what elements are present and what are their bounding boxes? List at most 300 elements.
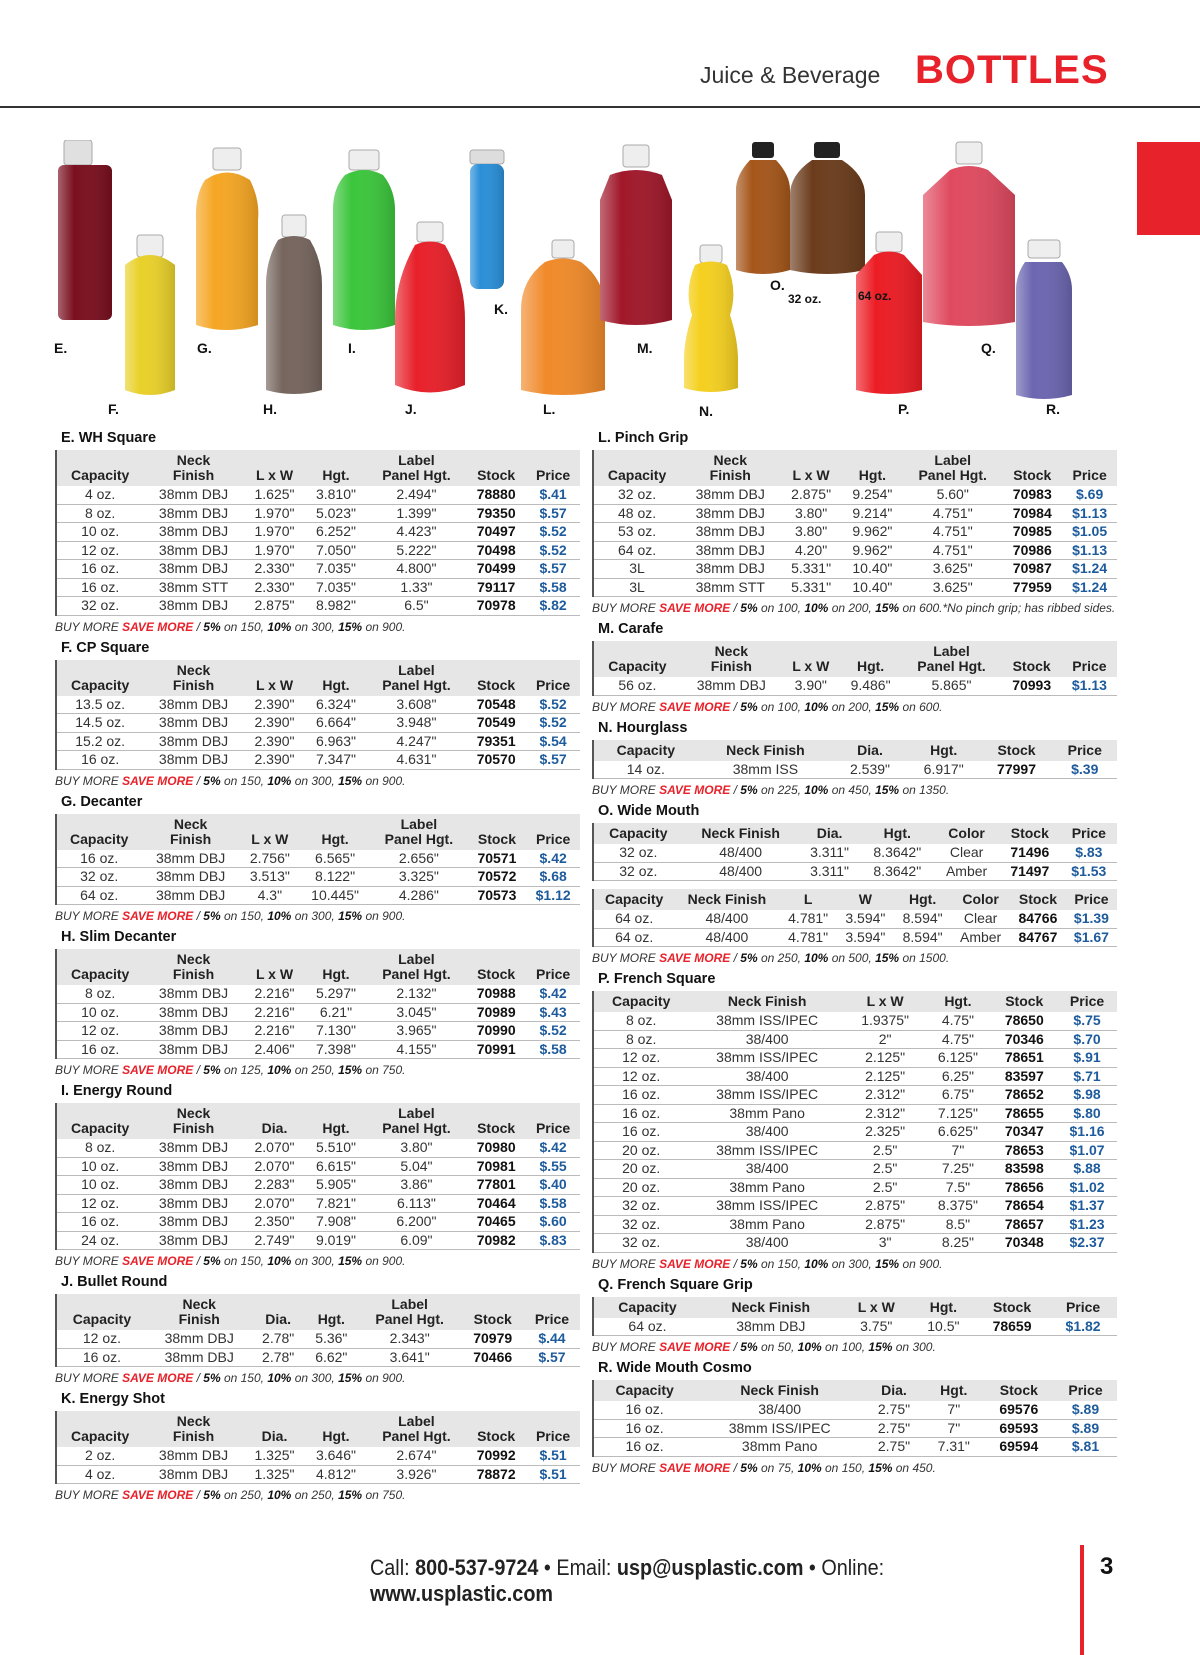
header-cell: [466, 1103, 526, 1121]
table-row[interactable]: [56, 541, 580, 560]
header-cell: Dia.: [244, 1121, 305, 1139]
table-row[interactable]: [56, 886, 580, 905]
table-cell: 12 oz.: [56, 541, 143, 560]
header-cell: Color: [934, 823, 999, 844]
section-m: [592, 621, 1117, 714]
table-cell: 56 oz.: [593, 677, 681, 695]
product-table: [55, 1294, 580, 1367]
page-title: BOTTLES: [915, 48, 1109, 92]
table-cell: 38mm DBJ: [141, 868, 239, 887]
header-cell: Neck Finish: [695, 1380, 864, 1401]
header-cell: [56, 1294, 147, 1312]
header-cell: [901, 659, 1001, 677]
table-cell: 2 oz.: [56, 1447, 143, 1465]
table-cell: 8.5": [924, 1215, 991, 1234]
header-cell: Price: [1061, 823, 1117, 844]
header-cell: Price: [1054, 1380, 1117, 1401]
label-e: E.: [54, 340, 68, 356]
price-cell: $.89: [1054, 1419, 1117, 1438]
header-cell: Dia.: [244, 1429, 305, 1447]
table-cell: 8 oz.: [593, 1012, 688, 1030]
table-cell: 15.2 oz.: [56, 732, 143, 751]
header-cell: [147, 1312, 252, 1330]
buy-more-note: BUY MORE SAVE MORE / 5% on 50, 10% on 100, 15% on 300.: [592, 1340, 936, 1354]
table-cell: 3.965": [367, 1022, 466, 1041]
table-cell: 2.343": [358, 1330, 462, 1348]
table-row[interactable]: [56, 1157, 580, 1176]
price-cell: $.55: [526, 1157, 580, 1176]
header-part: Label: [398, 1105, 435, 1121]
header-cell: Stock: [992, 991, 1058, 1012]
header-cell: L: [780, 889, 837, 910]
product-table: [592, 823, 1117, 881]
table-row[interactable]: [56, 1348, 580, 1367]
table-cell: 16 oz.: [56, 1040, 143, 1059]
table-cell: 48 oz.: [593, 504, 680, 523]
stock-cell: 70991: [466, 1040, 526, 1059]
table-cell: 6.252": [305, 523, 366, 542]
table-cell: 38mm DBJ: [701, 1318, 841, 1336]
label-o: O.: [770, 277, 785, 293]
header-cell: Hgt.: [300, 832, 370, 850]
table-cell: 38mm DBJ: [680, 560, 780, 579]
stock-cell: 84767: [1010, 928, 1066, 947]
table-cell: 2.312": [846, 1104, 925, 1123]
header-cell: [780, 450, 841, 468]
table-cell: 20 oz.: [593, 1160, 688, 1179]
price-cell: $.52: [526, 696, 580, 714]
table-cell: 32 oz.: [56, 868, 141, 887]
price-cell: $.52: [526, 1022, 580, 1041]
header-cell: Hgt.: [912, 1297, 975, 1318]
table-row[interactable]: [56, 868, 580, 887]
header-cell: Price: [1057, 991, 1117, 1012]
header-cell: [526, 1411, 580, 1429]
table-cell: 38mm STT: [680, 578, 780, 597]
stock-cell: 78657: [992, 1215, 1058, 1234]
price-cell: $1.12: [526, 886, 580, 905]
price-cell: $1.13: [1062, 541, 1117, 560]
table-row[interactable]: [593, 1419, 1117, 1438]
table-row[interactable]: [56, 523, 580, 542]
header-cell: [526, 814, 580, 832]
price-cell: $2.37: [1057, 1234, 1117, 1253]
table-row[interactable]: [593, 523, 1117, 542]
header-cell: Stock: [981, 740, 1053, 761]
table-row[interactable]: [56, 985, 580, 1003]
stock-cell: 78650: [992, 1012, 1058, 1030]
table-row[interactable]: [56, 751, 580, 770]
table-cell: 3": [846, 1234, 925, 1253]
table-row[interactable]: [593, 928, 1117, 947]
table-row[interactable]: [593, 862, 1117, 881]
table-cell: 38mm DBJ: [143, 1022, 243, 1041]
table-cell: 6.917": [907, 761, 981, 779]
left-column: [55, 430, 580, 1508]
table-cell: 10 oz.: [56, 1176, 143, 1195]
table-cell: 5.331": [780, 578, 841, 597]
table-cell: 16 oz.: [56, 751, 143, 770]
table-cell: 38mm ISS/IPEC: [688, 1197, 845, 1216]
table-cell: 3.86": [367, 1176, 466, 1195]
section-title: K. Energy Shot: [61, 1391, 165, 1407]
table-row[interactable]: [56, 1003, 580, 1022]
email-link[interactable]: usp@usplastic.com: [616, 1555, 804, 1580]
table-cell: 38mm DBJ: [680, 523, 780, 542]
table-cell: 38mm DBJ: [141, 850, 239, 868]
table-cell: 8.3642": [860, 844, 934, 862]
table-row[interactable]: [593, 844, 1117, 862]
table-cell: 7.035": [305, 578, 366, 597]
table-cell: 1.399": [367, 504, 466, 523]
table-cell: 2.75": [864, 1401, 924, 1419]
table-cell: 3.80": [367, 1139, 466, 1157]
table-cell: 38mm DBJ: [143, 696, 243, 714]
table-row[interactable]: [593, 1438, 1117, 1457]
section-title: J. Bullet Round: [61, 1274, 168, 1290]
header-cell: Stock: [1002, 468, 1062, 486]
phone-link[interactable]: 800-537-9724: [415, 1555, 539, 1580]
header-cell: Color: [951, 889, 1010, 910]
header-cell: Neck Finish: [688, 991, 845, 1012]
table-row[interactable]: [56, 1465, 580, 1484]
price-cell: $.58: [526, 1194, 580, 1213]
header-cell: Hgt.: [842, 468, 903, 486]
price-cell: $.58: [526, 578, 580, 597]
stock-cell: 70984: [1002, 504, 1062, 523]
header-cell: L x W: [782, 659, 840, 677]
header-cell: [680, 468, 780, 486]
table-row[interactable]: [56, 1022, 580, 1041]
label-p: P.: [898, 401, 910, 417]
price-cell: $1.37: [1057, 1197, 1117, 1216]
stock-cell: 69594: [984, 1438, 1054, 1457]
table-cell: 6.62": [305, 1348, 358, 1367]
label-f: F.: [108, 401, 119, 417]
header-part: Neck: [182, 1296, 216, 1312]
header-cell: [252, 1294, 305, 1312]
table-cell: 12 oz.: [593, 1067, 688, 1086]
table-row[interactable]: [56, 1176, 580, 1195]
stock-cell: 70347: [992, 1123, 1058, 1142]
header-cell: [244, 660, 305, 678]
price-cell: $.39: [1053, 761, 1118, 779]
bottle-k: [470, 150, 504, 289]
table-cell: 38mm DBJ: [143, 1139, 243, 1157]
section-r: [592, 1360, 1117, 1475]
table-cell: 6.21": [305, 1003, 366, 1022]
price-cell: $.91: [1057, 1049, 1117, 1068]
table-row[interactable]: [593, 1030, 1117, 1049]
table-cell: 7": [924, 1141, 991, 1160]
table-cell: 3.625": [903, 560, 1002, 579]
price-cell: $.41: [526, 486, 580, 504]
header-part: Label: [391, 1296, 428, 1312]
header-cell: Stock: [984, 1380, 1054, 1401]
table-row[interactable]: [593, 1178, 1117, 1197]
table-row[interactable]: [593, 1318, 1117, 1336]
table-row[interactable]: [593, 541, 1117, 560]
table-cell: 3.948": [367, 714, 466, 733]
bottle-j: [395, 222, 465, 393]
stock-cell: 77801: [466, 1176, 526, 1195]
section-j: [55, 1274, 580, 1385]
header-cell: [842, 450, 903, 468]
table-row[interactable]: [56, 732, 580, 751]
stock-cell: 70499: [466, 560, 526, 579]
table-row[interactable]: [56, 1330, 580, 1348]
table-cell: 8.594": [894, 928, 951, 947]
table-cell: 3.311": [799, 862, 861, 881]
table-cell: 64 oz.: [593, 1318, 701, 1336]
table-cell: 8.122": [300, 868, 370, 887]
header-cell: Stock: [975, 1297, 1049, 1318]
table-cell: 38mm DBJ: [143, 1040, 243, 1059]
table-cell: 10.40": [842, 560, 903, 579]
price-cell: $.51: [526, 1465, 580, 1484]
label-n: N.: [699, 403, 713, 419]
table-row[interactable]: [56, 486, 580, 504]
table-cell: 3.90": [782, 677, 840, 695]
table-cell: 48/400: [683, 862, 799, 881]
table-cell: 4.751": [903, 541, 1002, 560]
table-row[interactable]: [56, 1213, 580, 1232]
buy-more-note: BUY MORE SAVE MORE / 5% on 75, 10% on 150, 15% on 450.: [592, 1460, 936, 1475]
header-cell: Stock: [466, 468, 526, 486]
table-cell: 2.390": [244, 696, 305, 714]
table-cell: 38mm DBJ: [143, 732, 243, 751]
table-row[interactable]: [593, 1401, 1117, 1419]
price-cell: $.60: [526, 1213, 580, 1232]
table-cell: 12 oz.: [56, 1330, 147, 1348]
table-cell: 7.5": [924, 1178, 991, 1197]
table-cell: 38/400: [688, 1160, 845, 1179]
table-row[interactable]: [593, 578, 1117, 597]
header-cell: Price: [526, 1121, 580, 1139]
table-cell: 2.216": [244, 985, 305, 1003]
table-row[interactable]: [593, 1215, 1117, 1234]
table-row[interactable]: [56, 696, 580, 714]
header-cell: Price: [526, 832, 580, 850]
table-cell: 4 oz.: [56, 1465, 143, 1484]
header-cell: [367, 967, 466, 985]
header-part: Finish: [172, 676, 215, 693]
table-row[interactable]: [593, 560, 1117, 579]
table-row[interactable]: [593, 504, 1117, 523]
header-cell: [244, 949, 305, 967]
table-row[interactable]: [56, 1447, 580, 1465]
table-cell: 16 oz.: [593, 1438, 695, 1457]
table-row[interactable]: [593, 761, 1117, 779]
table-cell: 8 oz.: [593, 1030, 688, 1049]
table-cell: 4.286": [370, 886, 467, 905]
table-cell: 13.5 oz.: [56, 696, 143, 714]
price-cell: $.80: [1057, 1104, 1117, 1123]
table-cell: 38mm DBJ: [143, 597, 243, 616]
table-row[interactable]: [593, 1067, 1117, 1086]
buy-more-note: BUY MORE SAVE MORE / 5% on 100, 10% on 200, 15% on 600.*No pinch grip; has ribbed sides.: [592, 601, 1116, 615]
header-cell: [143, 949, 243, 967]
table-cell: 2.494": [367, 486, 466, 504]
header-cell: [143, 1411, 243, 1429]
header-cell: [143, 1103, 243, 1121]
table-cell: 3.513": [240, 868, 300, 887]
header-cell: [305, 949, 366, 967]
section-title: H. Slim Decanter: [61, 929, 177, 945]
table-row[interactable]: [56, 1231, 580, 1250]
header-cell: [240, 814, 300, 832]
table-cell: 20 oz.: [593, 1178, 688, 1197]
table-cell: 9.214": [842, 504, 903, 523]
label-r: R.: [1046, 401, 1060, 417]
header-part: Label: [400, 815, 438, 832]
table-row[interactable]: [593, 1086, 1117, 1105]
table-row[interactable]: [593, 910, 1117, 928]
header-part: Panel Hgt.: [382, 1120, 451, 1136]
table-cell: 48/400: [674, 928, 779, 947]
header-cell: Hgt.: [305, 1429, 366, 1447]
table-cell: 7.31": [924, 1438, 984, 1457]
table-cell: 2.875": [846, 1215, 925, 1234]
buy-more-note: BUY MORE SAVE MORE / 5% on 250, 10% on 500, 15% on 1500.: [592, 951, 950, 965]
header-cell: Neck Finish: [674, 889, 779, 910]
table-cell: 9.486": [840, 677, 902, 695]
table-cell: 4.751": [903, 504, 1002, 523]
bottle-l: [521, 240, 605, 395]
table-cell: 2.5": [846, 1141, 925, 1160]
header-part: Label: [933, 643, 970, 659]
price-cell: $.57: [526, 504, 580, 523]
header-part: Neck: [176, 661, 211, 678]
table-cell: 7": [924, 1419, 984, 1438]
header-cell: Capacity: [593, 740, 698, 761]
header-cell: [143, 1429, 243, 1447]
table-row[interactable]: [593, 1012, 1117, 1030]
table-cell: 2.656": [370, 850, 467, 868]
table-row[interactable]: [593, 1234, 1117, 1253]
table-cell: 5.331": [780, 560, 841, 579]
table-cell: 3.80": [780, 523, 841, 542]
table-row[interactable]: [56, 560, 580, 579]
table-row[interactable]: [593, 1197, 1117, 1216]
table-cell: 2.390": [244, 714, 305, 733]
table-cell: 64 oz.: [593, 910, 674, 928]
table-row[interactable]: [593, 1104, 1117, 1123]
header-part: Finish: [709, 467, 751, 483]
price-cell: $.57: [526, 751, 580, 770]
header-cell: [358, 1294, 462, 1312]
stock-cell: 83597: [992, 1067, 1058, 1086]
product-table: [55, 450, 580, 616]
bottle-n: [684, 245, 738, 392]
table-cell: 3.045": [367, 1003, 466, 1022]
table-cell: Amber: [951, 928, 1010, 947]
table-cell: 64 oz.: [593, 928, 674, 947]
table-cell: 38mm DBJ: [681, 677, 782, 695]
table-row[interactable]: [593, 1123, 1117, 1142]
stock-cell: 70992: [466, 1447, 526, 1465]
header-cell: Capacity: [56, 1312, 147, 1330]
price-cell: $.81: [1054, 1438, 1117, 1457]
stock-cell: 70990: [466, 1022, 526, 1041]
table-cell: 5.297": [305, 985, 366, 1003]
bottle-r: [1016, 240, 1072, 399]
table-row[interactable]: [593, 486, 1117, 504]
stock-cell: 78656: [992, 1178, 1058, 1197]
header-cell: Capacity: [56, 832, 141, 850]
stock-cell: 70982: [466, 1231, 526, 1250]
table-cell: 6.625": [924, 1123, 991, 1142]
table-cell: 16 oz.: [56, 1348, 147, 1367]
table-cell: 3.311": [799, 844, 861, 862]
table-cell: 38mm DBJ: [143, 504, 243, 523]
table-cell: 4.75": [924, 1012, 991, 1030]
header-cell: [305, 1294, 358, 1312]
price-cell: $.57: [524, 1348, 580, 1367]
table-row[interactable]: [56, 1194, 580, 1213]
table-cell: 2.070": [244, 1139, 305, 1157]
table-row[interactable]: [56, 597, 580, 616]
header-cell: [305, 660, 366, 678]
stock-cell: 70498: [466, 541, 526, 560]
section-title: F. CP Square: [61, 639, 150, 656]
table-cell: 38mm DBJ: [680, 504, 780, 523]
table-row[interactable]: [56, 714, 580, 733]
header-cell: Hgt.: [305, 678, 366, 696]
table-cell: 38mm DBJ: [141, 886, 239, 905]
table-row[interactable]: [593, 1160, 1117, 1179]
header-part: Label: [398, 661, 435, 678]
stock-cell: 78652: [992, 1086, 1058, 1105]
section-title: O. Wide Mouth: [598, 803, 700, 819]
header-cell: [244, 1103, 305, 1121]
table-cell: 4.155": [367, 1040, 466, 1059]
header-part: Neck: [173, 815, 208, 832]
table-cell: 1.970": [244, 541, 305, 560]
table-row[interactable]: [593, 1141, 1117, 1160]
table-row[interactable]: [56, 850, 580, 868]
table-row[interactable]: [56, 504, 580, 523]
product-table: [55, 660, 580, 770]
table-cell: 2.070": [244, 1194, 305, 1213]
web-link[interactable]: www.usplastic.com: [370, 1581, 554, 1606]
header-cell: L x W: [244, 967, 305, 985]
table-cell: 4 oz.: [56, 486, 143, 504]
stock-cell: 78651: [992, 1049, 1058, 1068]
table-row[interactable]: [593, 677, 1117, 695]
section-g: [55, 794, 580, 924]
buy-more-note: BUY MORE SAVE MORE / 5% on 150, 10% on 300, 15% on 900.: [55, 773, 406, 788]
header-part: Panel Hgt.: [382, 676, 451, 693]
header-cell: [305, 1103, 366, 1121]
table-cell: 32 oz.: [56, 597, 143, 616]
price-cell: $1.82: [1049, 1318, 1117, 1336]
header-cell: Price: [526, 678, 580, 696]
table-row[interactable]: [56, 1139, 580, 1157]
table-row[interactable]: [593, 1049, 1117, 1068]
header-cell: Stock: [466, 1429, 526, 1447]
table-row[interactable]: [56, 1040, 580, 1059]
label-q: Q.: [981, 340, 996, 356]
table-cell: 2.350": [244, 1213, 305, 1232]
buy-more-note: BUY MORE SAVE MORE / 5% on 150, 10% on 300, 15% on 900.: [592, 1256, 943, 1271]
table-cell: 38mm DBJ: [143, 1447, 243, 1465]
header-part: Finish: [172, 467, 215, 483]
table-cell: 16 oz.: [56, 1213, 143, 1232]
table-row[interactable]: [56, 578, 580, 597]
header-cell: [681, 659, 782, 677]
header-cell: [901, 641, 1001, 659]
